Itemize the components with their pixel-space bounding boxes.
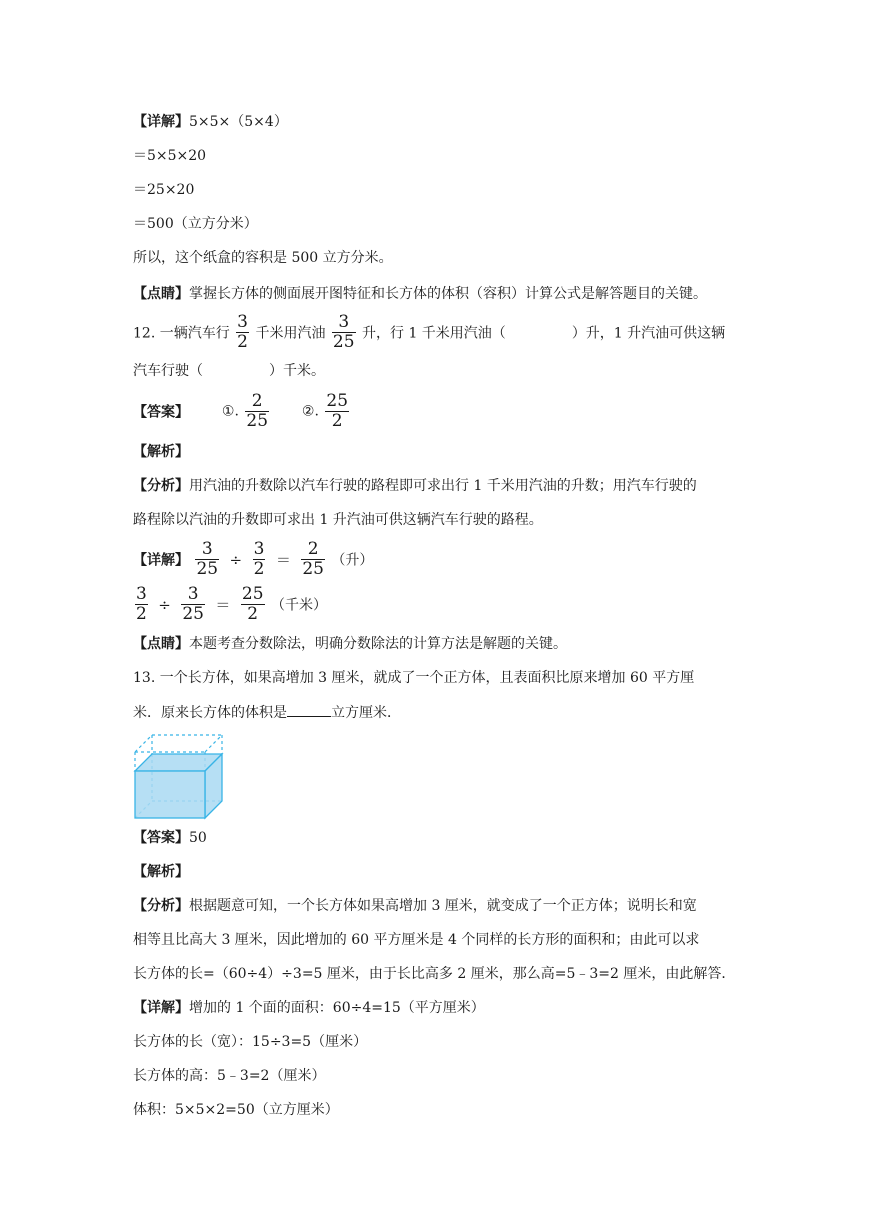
- denominator: 2: [253, 559, 265, 579]
- step-text: 长方体的高：5﹣3=2（厘米）: [133, 1068, 326, 1084]
- q13-fenxi-line-3: [133, 964, 735, 984]
- detail-tag: 【详解】: [133, 552, 189, 569]
- q13-detail-step-3: [133, 1066, 325, 1086]
- q13-stem-line-1: [133, 668, 694, 688]
- equals-sign: ＝: [215, 596, 231, 614]
- q13-stem-line-2: [133, 702, 401, 722]
- numerator: 3: [181, 585, 205, 605]
- answer-tag: 【答案】: [133, 404, 189, 421]
- q13-jiexi: [133, 862, 189, 882]
- fenxi-text: 相等且比高大 3 厘米，因此增加的 60 平方厘米是 4 个同样的长方形的面积和；由此可以求: [133, 932, 700, 948]
- fenxi-tag: 【分析】: [133, 898, 189, 914]
- q12-stem-line-2: [133, 361, 325, 381]
- q13-text: 13. 一个长方体，如果高增加 3 厘米，就成了一个正方体，且表面积比原来增加 60 平方厘: [133, 670, 695, 686]
- q13-text: 立方厘米．: [331, 705, 401, 721]
- denominator: 25: [196, 559, 219, 579]
- denominator: 25: [332, 332, 355, 352]
- calc-text: ＝25×20: [133, 182, 195, 198]
- q13-answer-line: [133, 828, 207, 848]
- q12-equation-1: [133, 540, 373, 579]
- denominator: 2: [136, 604, 147, 624]
- answer-blank: [287, 702, 331, 717]
- q12-text: 汽车行驶（: [133, 363, 203, 379]
- calc-line-4: [133, 214, 258, 234]
- fraction: [253, 540, 266, 579]
- dianjing-tag: 【点睛】: [133, 636, 189, 652]
- q13-detail-step-1: [133, 998, 485, 1018]
- conclusion-line: [133, 248, 393, 268]
- q13-detail-step-4: [133, 1100, 339, 1120]
- fraction: [241, 585, 265, 624]
- fraction: [236, 313, 249, 352]
- q13-text: 米．原来长方体的体积是: [133, 705, 287, 721]
- fraction: [325, 392, 349, 431]
- denominator: 25: [182, 604, 204, 624]
- operator: ÷: [158, 595, 171, 614]
- step-text: 体积：5×5×2=50（立方厘米）: [133, 1102, 339, 1118]
- denominator: 2: [331, 411, 343, 431]
- dashed-edge: [135, 735, 152, 752]
- equals-sign: ＝: [275, 551, 291, 569]
- q12-fenxi-line-2: [133, 510, 543, 530]
- cuboid-front-face: [135, 771, 205, 818]
- unit-text: （千米）: [270, 597, 327, 614]
- dianjing-text: 掌握长方体的侧面展开图特征和长方体的体积（容积）计算公式是解答题目的关键。: [189, 286, 707, 302]
- numerator: 3: [253, 539, 265, 559]
- q13-fenxi-line-2: [133, 930, 699, 950]
- fraction: [301, 540, 325, 579]
- fenxi-text: 长方体的长=（60÷4）÷3=5 厘米，由于长比高多 2 厘米，那么高=5﹣3=2 厘米，由此解答．: [133, 966, 736, 982]
- cuboid-figure: [133, 733, 225, 823]
- q12-answer-line: [133, 392, 351, 431]
- fenxi-text: 根据题意可知，一个长方体如果高增加 3 厘米，就变成了一个正方体；说明长和宽: [189, 898, 697, 914]
- calc-text: ＝500（立方分米）: [133, 216, 258, 232]
- answer-marker: ①.: [221, 403, 239, 420]
- fenxi-text: 用汽油的升数除以汽车行驶的路程即可求出行 1 千米用汽油的升数；用汽车行驶的: [189, 478, 697, 494]
- q12-text: 千米用汽油: [255, 325, 326, 342]
- conclusion-text: 所以，这个纸盒的容积是 500 立方分米。: [133, 250, 393, 266]
- detail-line-1: [133, 112, 288, 132]
- fenxi-tag: 【分析】: [133, 478, 189, 494]
- q13-detail-step-2: [133, 1032, 367, 1052]
- step-text: 增加的 1 个面的面积：60÷4=15（平方厘米）: [189, 1000, 485, 1016]
- q12-prefix: 12. 一辆汽车行: [133, 325, 230, 342]
- operator: ÷: [229, 550, 243, 569]
- unit-text: （升）: [331, 552, 374, 569]
- numerator: 2: [301, 540, 325, 560]
- denominator: 2: [247, 604, 259, 624]
- q12-equation-2: [133, 585, 327, 624]
- answer-value: 50: [189, 830, 207, 846]
- dashed-edge: [205, 735, 222, 752]
- numerator: 25: [326, 391, 349, 411]
- calc-line-2: [133, 146, 206, 166]
- fraction: [332, 313, 356, 352]
- detail-tag: 【详解】: [133, 114, 189, 130]
- q12-text: 升，行 1 千米用汽油（: [362, 325, 506, 342]
- denominator: 25: [246, 411, 269, 431]
- jiexi-tag: 【解析】: [133, 444, 189, 460]
- denominator: 2: [237, 332, 248, 352]
- numerator: 3: [195, 540, 219, 560]
- dianjing-line: [133, 284, 707, 304]
- dianjing-tag: 【点睛】: [133, 286, 189, 302]
- numerator: 2: [245, 392, 269, 412]
- q12-dianjing: [133, 634, 567, 654]
- fraction: [135, 585, 148, 624]
- detail-tag: 【详解】: [133, 1000, 189, 1016]
- numerator: 25: [241, 584, 264, 604]
- numerator: 3: [332, 313, 356, 333]
- q13-fenxi-line-1: [133, 896, 697, 916]
- dianjing-text: 本题考查分数除法，明确分数除法的计算方法是解题的关键。: [189, 636, 567, 652]
- q12-text: ）升，1 升汽油可供这辆: [571, 325, 726, 342]
- calc-line-3: [133, 180, 194, 200]
- fraction: [181, 585, 205, 624]
- q12-stem-line-1: [133, 313, 725, 352]
- fenxi-text: 路程除以汽油的升数即可求出 1 升汽油可供这辆汽车行驶的路程。: [133, 512, 543, 528]
- fraction: [195, 540, 219, 579]
- denominator: 25: [302, 559, 324, 579]
- calc-text: ＝5×5×20: [133, 148, 207, 164]
- fraction: [245, 392, 269, 431]
- q12-fenxi-line-1: [133, 476, 697, 496]
- q12-jiexi: [133, 442, 189, 462]
- jiexi-tag: 【解析】: [133, 864, 189, 880]
- numerator: 3: [136, 584, 147, 604]
- q12-text: ）千米。: [269, 363, 325, 379]
- answer-marker: ②.: [301, 403, 319, 420]
- numerator: 3: [237, 312, 248, 332]
- step-text: 长方体的长（宽）：15÷3=5（厘米）: [133, 1034, 368, 1050]
- detail-text: 5×5×（5×4）: [189, 114, 288, 130]
- answer-tag: 【答案】: [133, 830, 189, 846]
